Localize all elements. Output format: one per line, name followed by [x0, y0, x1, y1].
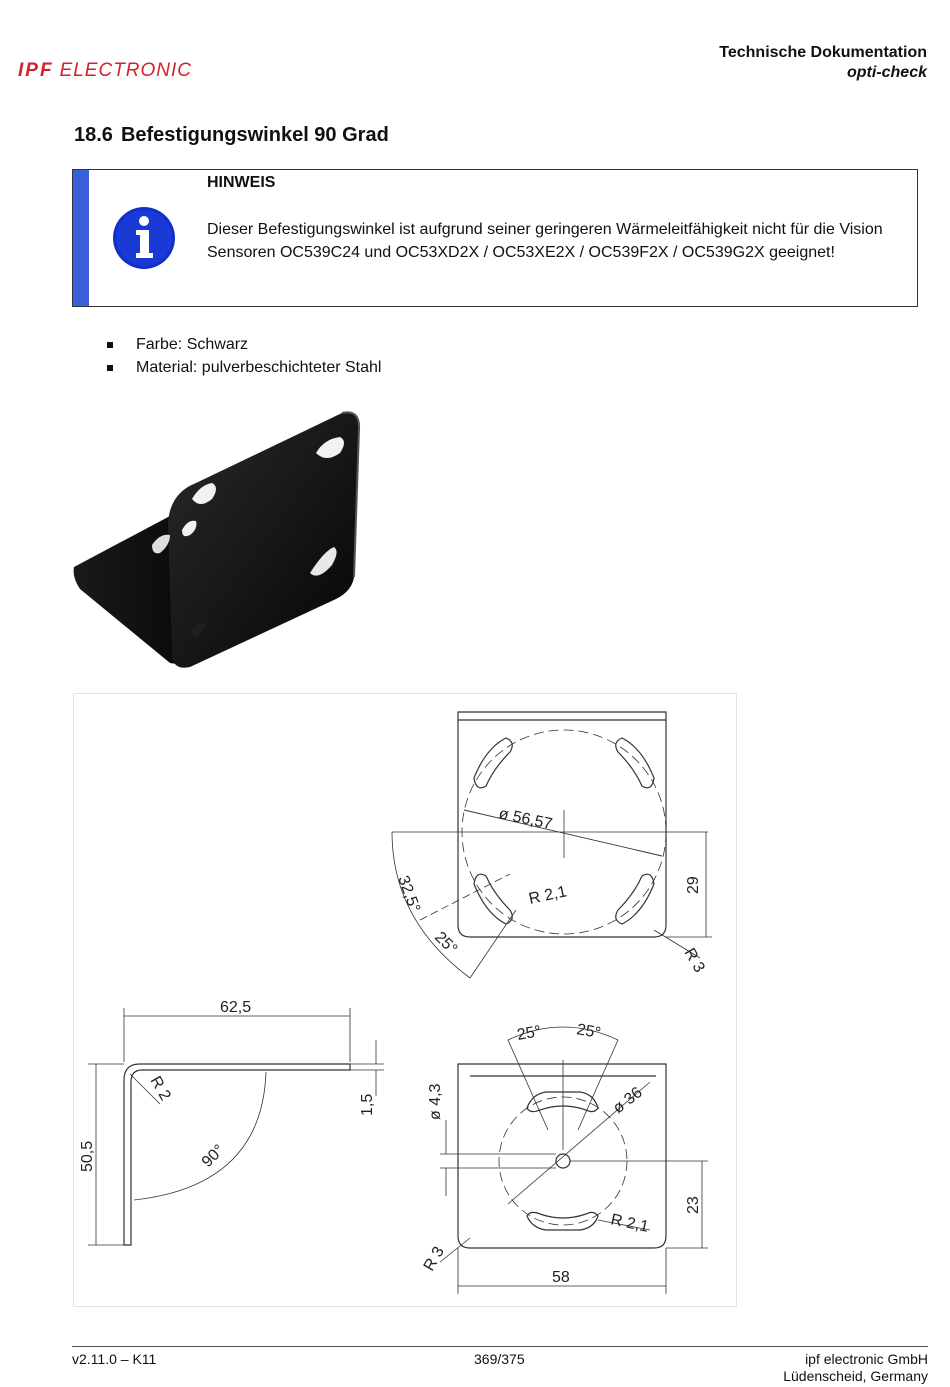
footer-company-name: ipf electronic GmbH [805, 1351, 928, 1367]
dim-radius-slot-bottom: R 2,1 [609, 1211, 651, 1236]
dim-angle-b: 25° [431, 928, 461, 958]
dim-diameter-top: ø 56,57 [497, 805, 554, 834]
dim-corner-radius-bottom: R 3 [420, 1243, 448, 1274]
dim-offset-bottom: 23 [685, 1196, 702, 1214]
logo-ipf: IPF [18, 60, 54, 81]
document-title: Technische Dokumentation [719, 44, 927, 61]
dim-width-bottom: 58 [552, 1269, 570, 1286]
footer-version: v2.11.0 – K11 [72, 1351, 157, 1367]
footer-page-number: 369/375 [474, 1351, 525, 1367]
dim-thickness: 1,5 [359, 1093, 376, 1116]
dim-hole-diameter: ø 4,3 [427, 1083, 444, 1120]
dim-angle-a: 32,5° [394, 873, 424, 915]
dim-corner-radius-top: R 3 [680, 945, 708, 976]
logo-electronic: ELECTRONIC [59, 60, 193, 81]
section-title: Befestigungswinkel 90 Grad [120, 124, 389, 146]
footer-company [783, 1351, 928, 1385]
note-text: Dieser Befestigungswinkel ist aufgrund seiner geringeren Wärmeleitfähigkeit nicht für die Vision Sensoren OC539C24 und OC53XD2X / OC53XE2X / OC539F2X / OC539G2X geeignet! [207, 221, 883, 261]
dim-radius-slot-top: R 2,1 [527, 883, 569, 908]
dim-angle-left-bottom: 25° [515, 1022, 543, 1044]
dim-diameter-bottom: ø 36 [609, 1084, 646, 1118]
dim-angle-side: 90° [198, 1141, 228, 1171]
document-subtitle: opti-check [846, 64, 927, 81]
dim-bend-radius: R 2 [146, 1073, 174, 1104]
list-item: Material: pulverbeschichteter Stahl [107, 356, 381, 379]
footer-divider [72, 1346, 928, 1347]
dim-offset-top: 29 [685, 876, 702, 894]
dim-height-side: 50,5 [79, 1140, 96, 1172]
dim-length-side: 62,5 [220, 999, 252, 1016]
note-title: HINWEIS [207, 174, 276, 191]
section-number: 18.6 [74, 124, 113, 146]
list-item: Farbe: Schwarz [107, 333, 381, 356]
dim-angle-right-bottom: 25° [575, 1021, 603, 1043]
footer-company-location: Lüdenscheid, Germany [783, 1368, 928, 1384]
